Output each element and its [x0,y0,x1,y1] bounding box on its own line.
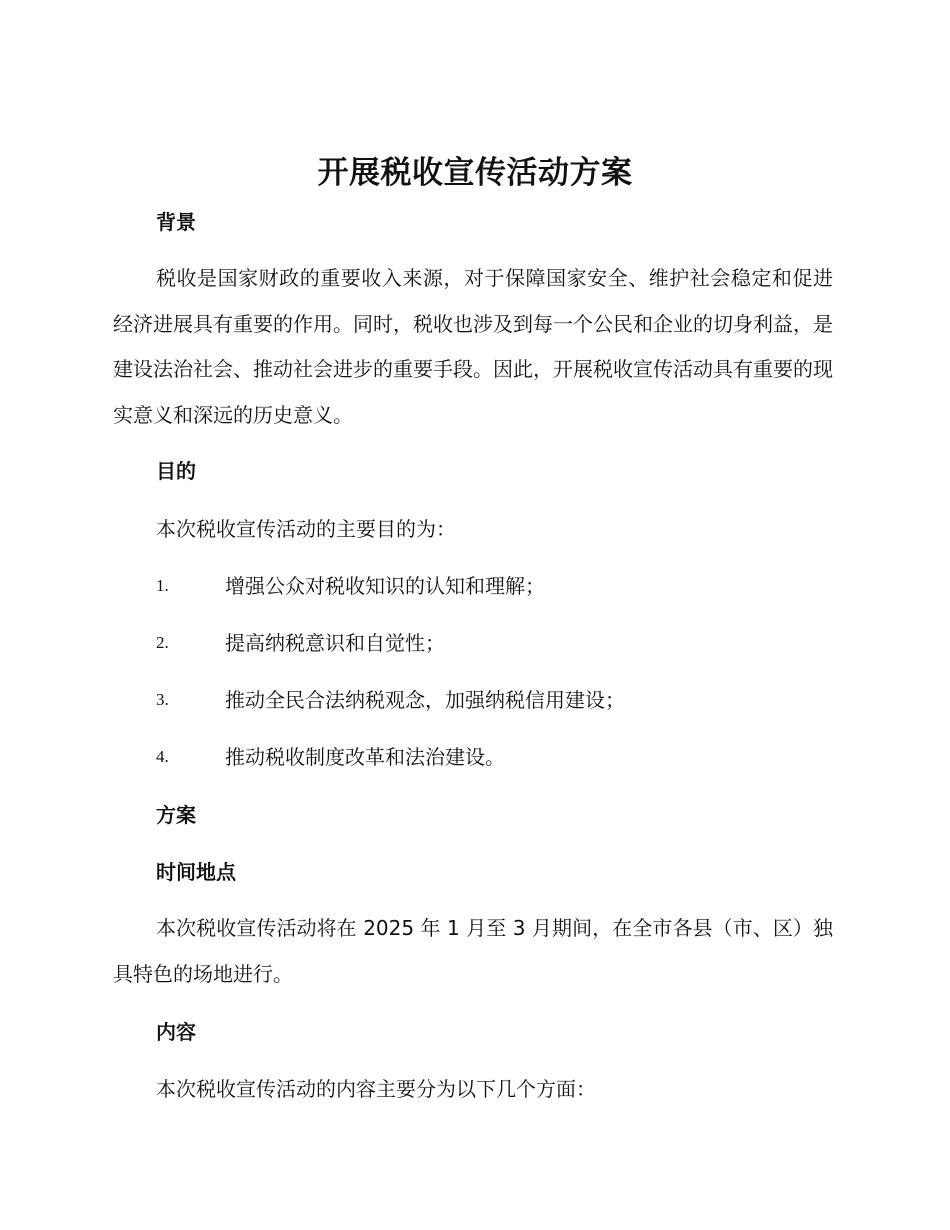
list-item-text: 增强公众对税收知识的认知和理解； [225,574,545,598]
list-item-number: 1. [156,576,169,595]
list-item-number: 2. [156,633,169,652]
list-item [156,685,836,715]
content-intro: 本次税收宣传活动的内容主要分为以下几个方面： [156,1077,596,1101]
list-item [156,571,836,601]
heading-time-place: 时间地点 [156,860,236,884]
heading-plan: 方案 [156,803,196,827]
background-paragraph: 税收是国家财政的重要收入来源，对于保障国家安全、维护社会稳定和促进经济进展具有重要的作用。同时，税收也涉及到每一个公民和企业的切身利益，是建设法治社会、推动社会进步的重要手段。因此，开展税收宣传活动具有重要的现实意义和深远的历史意义。 [113,266,833,427]
list-item-text: 提高纳税意识和自觉性； [225,631,445,655]
list-item-text: 推动全民合法纳税观念，加强纳税信用建设； [225,688,625,712]
list-item [156,742,836,772]
document-title: 开展税收宣传活动方案 [317,155,633,191]
time-place-paragraph: 本次税收宣传活动将在 2025 年 1 月至 3 月期间，在全市各县（市、区）独具特色的场地进行。 [113,916,833,986]
purpose-intro: 本次税收宣传活动的主要目的为： [156,517,456,541]
heading-background: 背景 [156,210,196,234]
list-item-number: 3. [156,690,169,709]
heading-purpose: 目的 [156,459,196,483]
list-item-number: 4. [156,747,169,766]
list-item [156,628,836,658]
heading-content: 内容 [156,1020,196,1044]
list-item-text: 推动税收制度改革和法治建设。 [225,745,505,769]
